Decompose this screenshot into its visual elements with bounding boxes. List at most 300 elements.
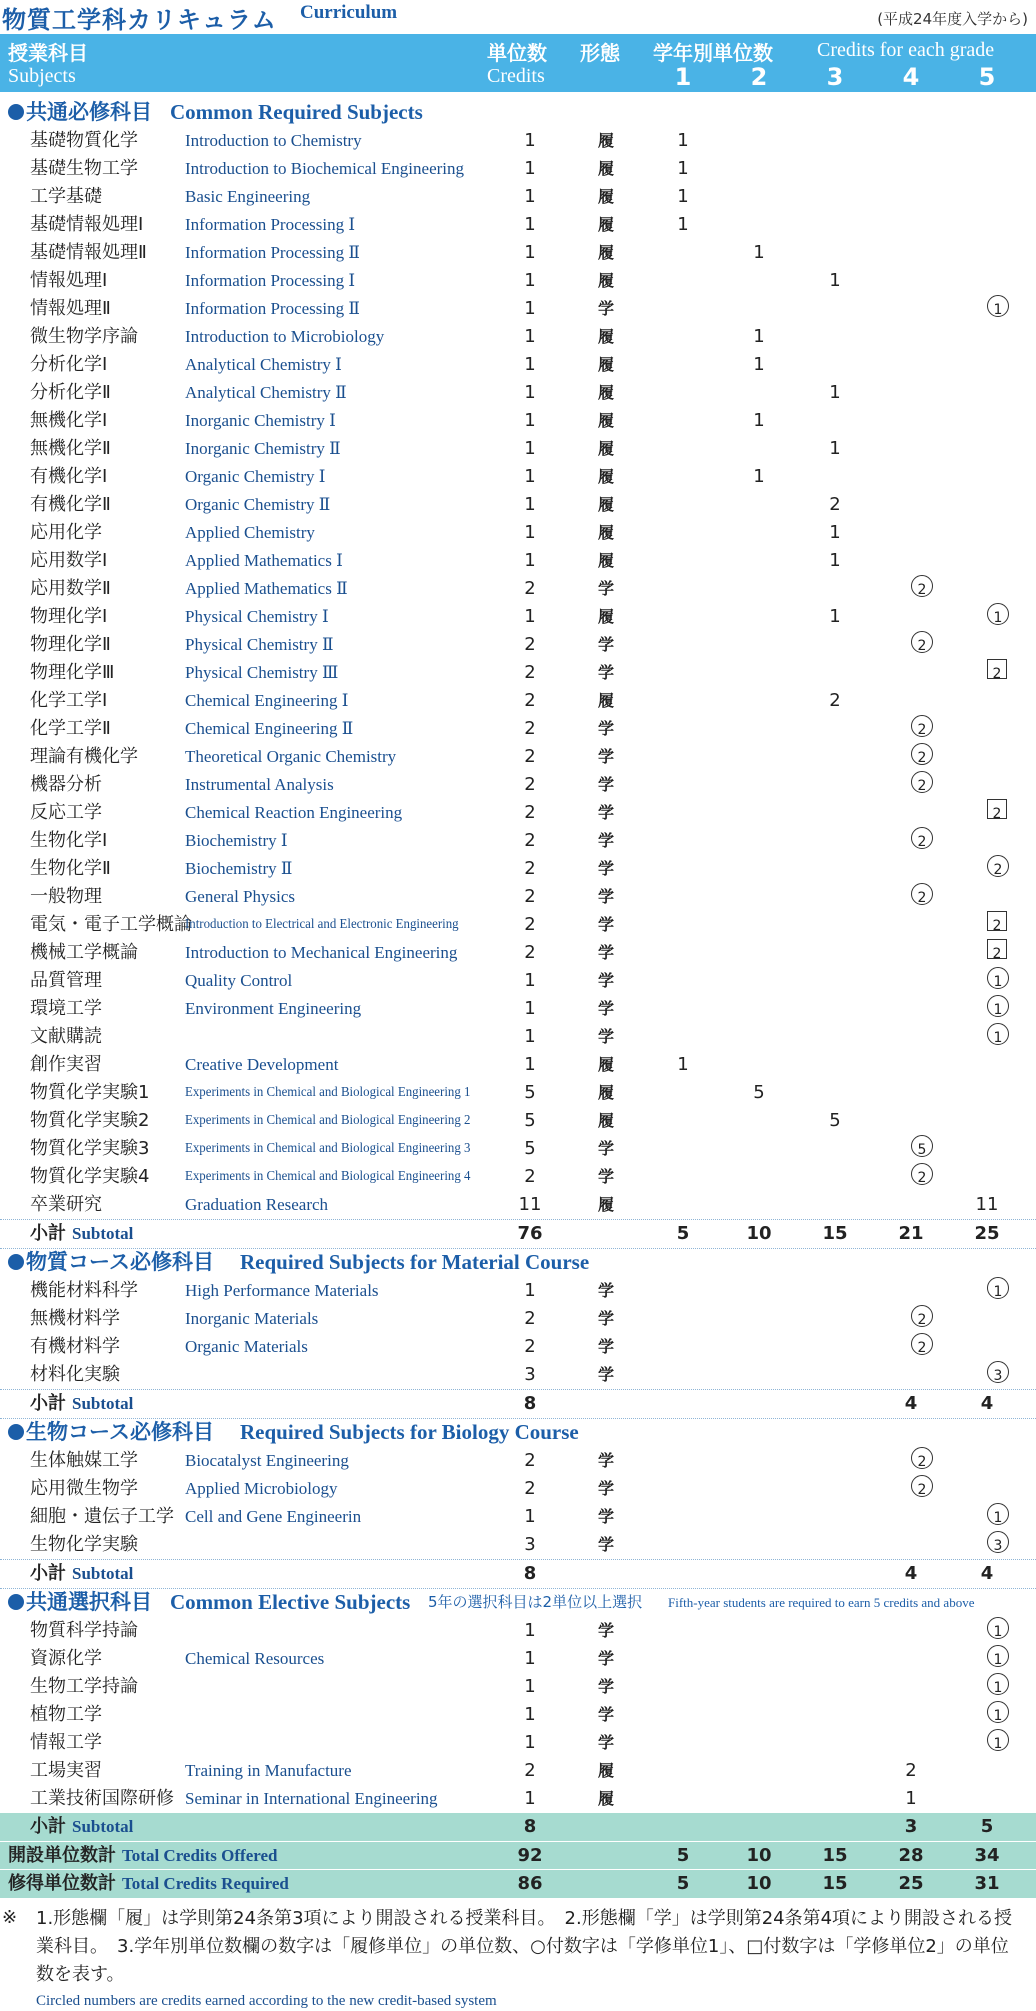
subtotal-label-jp: 小計 — [30, 1563, 66, 1584]
subject-name-jp: 基礎情報処理Ⅱ — [30, 242, 147, 263]
circled-credit: 2 — [911, 1447, 933, 1469]
table-row — [0, 1191, 1036, 1219]
table-row — [0, 183, 1036, 211]
subject-name-en: High Performance Materials — [185, 1281, 379, 1300]
subject-name-en: Theoretical Organic Chemistry — [185, 747, 397, 766]
subject-name-en: Applied Chemistry — [185, 523, 315, 542]
grade-3-cell: 5 — [829, 1110, 841, 1131]
course-type: 学 — [597, 1167, 614, 1186]
circled-credit: 5 — [911, 1135, 933, 1157]
boxed-credit: 2 — [987, 659, 1007, 679]
subject-name-en: Inorganic Chemistry Ⅱ — [185, 439, 341, 458]
header-subjects-jp: 授業科目 — [8, 41, 88, 65]
header-credits-en: Credits — [487, 65, 545, 87]
circled-credit: 2 — [911, 743, 933, 765]
table-row — [0, 911, 1036, 939]
circled-credit: 1 — [987, 603, 1009, 625]
subtotal-label-jp: 小計 — [30, 1816, 66, 1837]
circled-credit: 1 — [987, 995, 1009, 1017]
grade-1-cell: 1 — [677, 130, 689, 151]
credit-count: 1 — [524, 522, 536, 543]
table-row — [0, 743, 1036, 771]
boxed-credit: 2 — [987, 799, 1007, 819]
subject-name-jp: 無機材料学 — [30, 1308, 120, 1329]
grade-2-cell: 1 — [753, 466, 765, 487]
table-row — [0, 407, 1036, 435]
total-grade-1: 5 — [676, 1845, 690, 1866]
course-type: 学 — [597, 887, 614, 906]
grade-2-cell: 1 — [753, 326, 765, 347]
course-type: 学 — [597, 1535, 614, 1554]
subject-name-en: Training in Manufacture — [185, 1761, 352, 1780]
subject-name-jp: 分析化学Ⅱ — [30, 382, 111, 403]
credit-count: 1 — [524, 1676, 536, 1697]
subject-name-en: Environment Engineering — [185, 999, 362, 1018]
course-type: 履 — [597, 1055, 614, 1074]
bullet-icon — [8, 1424, 24, 1440]
total-grade-2: 10 — [746, 1873, 772, 1894]
table-row — [0, 771, 1036, 799]
credit-count: 1 — [524, 1732, 536, 1753]
header-grade-5: 5 — [978, 63, 996, 91]
subject-name-jp: 応用数学Ⅱ — [30, 578, 111, 599]
table-row — [0, 1757, 1036, 1785]
subject-name-en: Applied Mathematics Ⅱ — [185, 579, 348, 598]
header-grade-1: 1 — [674, 63, 692, 91]
subtotal-row — [0, 1813, 1036, 1841]
subject-name-en: Information Processing Ⅰ — [185, 271, 356, 290]
section-header — [0, 1247, 1036, 1277]
subject-name-jp: 工場実習 — [30, 1760, 102, 1781]
course-type: 学 — [597, 999, 614, 1018]
course-type: 履 — [597, 159, 614, 178]
subtotal-row — [0, 1219, 1036, 1249]
subject-name-jp: 一般物理 — [30, 886, 102, 907]
header-grade-2: 2 — [750, 63, 768, 91]
grade-2-cell: 1 — [753, 354, 765, 375]
note-mark: ※ — [2, 1907, 18, 1928]
table-row — [0, 1135, 1036, 1163]
subject-name-en: Introduction to Electrical and Electronic Engineering — [185, 917, 459, 932]
subject-name-en: Chemical Engineering Ⅱ — [185, 719, 354, 738]
course-type: 履 — [597, 355, 614, 374]
subject-name-jp: 品質管理 — [30, 970, 102, 991]
subject-name-jp: 有機材料学 — [30, 1336, 120, 1357]
credit-count: 2 — [524, 578, 536, 599]
table-row — [0, 127, 1036, 155]
subtotal-label — [30, 1560, 133, 1588]
subject-name-jp: 化学工学Ⅰ — [30, 690, 108, 711]
subject-name-en: Introduction to Mechanical Engineering — [185, 943, 458, 962]
table-row — [0, 1503, 1036, 1531]
subject-name-en: Introduction to Chemistry — [185, 131, 362, 150]
course-type: 履 — [597, 1195, 614, 1214]
section-header — [0, 97, 1036, 127]
course-type: 履 — [597, 439, 614, 458]
subject-name-en: Chemical Engineering Ⅰ — [185, 691, 349, 710]
credit-count: 2 — [524, 942, 536, 963]
subject-name-jp: 応用化学 — [30, 522, 102, 543]
subject-name-en: Instrumental Analysis — [185, 775, 334, 794]
table-row — [0, 659, 1036, 687]
subject-name-en: Inorganic Materials — [185, 1309, 319, 1328]
credit-count: 2 — [524, 1450, 536, 1471]
credit-count: 5 — [524, 1110, 536, 1131]
subtotal-grade-5: 25 — [974, 1223, 1000, 1244]
course-type: 学 — [597, 1027, 614, 1046]
subtotal-label-en: Subtotal — [72, 1564, 134, 1583]
course-type: 学 — [597, 803, 614, 822]
subject-name-jp: 物質科学持論 — [30, 1620, 138, 1641]
subject-name-jp: 工業技術国際研修 — [30, 1788, 174, 1809]
table-row — [0, 603, 1036, 631]
subject-name-en: Seminar in International Engineering — [185, 1789, 438, 1808]
credit-count: 2 — [524, 1308, 536, 1329]
subtotal-label-jp: 小計 — [30, 1223, 66, 1244]
table-row — [0, 827, 1036, 855]
subtotal-grade-5: 4 — [980, 1563, 994, 1584]
table-row — [0, 1277, 1036, 1305]
subtotal-grade-4: 21 — [898, 1223, 924, 1244]
circled-credit: 1 — [987, 967, 1009, 989]
subtotal-label — [30, 1220, 133, 1248]
table-row — [0, 715, 1036, 743]
credit-count: 1 — [524, 550, 536, 571]
subtotal-grade-2: 10 — [746, 1223, 772, 1244]
section-title-jp: 共通必修科目 — [26, 100, 152, 124]
circled-credit: 2 — [911, 1163, 933, 1185]
credit-count: 2 — [524, 886, 536, 907]
course-type: 履 — [597, 523, 614, 542]
subject-name-en: Inorganic Chemistry Ⅰ — [185, 411, 336, 430]
credit-count: 2 — [524, 914, 536, 935]
subject-name-jp: 物質化学実験2 — [30, 1110, 150, 1131]
section-header — [0, 1417, 1036, 1447]
subject-name-en: Creative Development — [185, 1055, 339, 1074]
subject-name-jp: 環境工学 — [30, 998, 102, 1019]
subtotal-label-jp: 小計 — [30, 1393, 66, 1414]
subject-name-jp: 細胞・遺伝子工学 — [30, 1506, 174, 1527]
subject-name-jp: 化学工学Ⅱ — [30, 718, 111, 739]
section-title-en: Common Required Subjects — [170, 100, 423, 124]
course-type: 学 — [597, 859, 614, 878]
subject-name-en: Organic Materials — [185, 1337, 308, 1356]
subject-name-jp: 分析化学Ⅰ — [30, 354, 108, 375]
header-subjects-en: Subjects — [8, 65, 76, 87]
circled-credit: 2 — [911, 631, 933, 653]
total-grade-5: 34 — [974, 1845, 1000, 1866]
course-type: 学 — [597, 747, 614, 766]
subject-name-jp: 物質化学実験1 — [30, 1082, 150, 1103]
table-row — [0, 519, 1036, 547]
subtotal-label — [30, 1813, 133, 1841]
subtotal-row — [0, 1559, 1036, 1589]
course-type: 履 — [597, 327, 614, 346]
subject-name-en: Basic Engineering — [185, 187, 311, 206]
credit-count: 2 — [524, 858, 536, 879]
course-type: 学 — [597, 1733, 614, 1752]
grade-2-cell: 1 — [753, 242, 765, 263]
credit-count: 5 — [524, 1082, 536, 1103]
table-row — [0, 855, 1036, 883]
subject-name-en: Biocatalyst Engineering — [185, 1451, 349, 1470]
subject-name-jp: 卒業研究 — [30, 1194, 102, 1215]
credit-count: 2 — [524, 802, 536, 823]
circled-credit: 3 — [987, 1361, 1009, 1383]
subject-name-en: Applied Mathematics Ⅰ — [185, 551, 343, 570]
table-row — [0, 1079, 1036, 1107]
course-type: 履 — [597, 551, 614, 570]
header-grade-jp: 学年別単位数 — [653, 41, 773, 65]
subject-name-en: Graduation Research — [185, 1195, 329, 1214]
total-label — [8, 1870, 289, 1898]
course-type: 学 — [597, 1309, 614, 1328]
circled-credit: 2 — [911, 1333, 933, 1355]
table-header — [0, 34, 1036, 92]
header-type-jp: 形態 — [580, 41, 620, 65]
grade-1-cell: 1 — [677, 1054, 689, 1075]
table-row — [0, 1785, 1036, 1813]
credit-count: 2 — [524, 1336, 536, 1357]
subtotal-grade-5: 4 — [980, 1393, 994, 1414]
subject-name-en: Chemical Resources — [185, 1649, 325, 1668]
circled-credit: 2 — [911, 1475, 933, 1497]
circled-credit: 1 — [987, 1617, 1009, 1639]
subject-name-en: Experiments in Chemical and Biological Engineering 3 — [185, 1141, 471, 1156]
subject-name-jp: 材料化実験 — [30, 1364, 120, 1385]
circled-credit: 1 — [987, 1023, 1009, 1045]
subject-name-jp: 電気・電子工学概論 — [30, 914, 192, 935]
total-label-en: Total Credits Required — [122, 1874, 289, 1893]
course-type: 履 — [597, 495, 614, 514]
section-note-en: Fifth-year students are required to earn 5 credits and above — [668, 1595, 975, 1610]
credit-count: 1 — [524, 1280, 536, 1301]
course-type: 学 — [597, 1337, 614, 1356]
table-row — [0, 1447, 1036, 1475]
course-type: 学 — [597, 579, 614, 598]
course-type: 学 — [597, 831, 614, 850]
table-row — [0, 799, 1036, 827]
credit-count: 1 — [524, 1054, 536, 1075]
table-row — [0, 1701, 1036, 1729]
credit-count: 2 — [524, 830, 536, 851]
table-row — [0, 463, 1036, 491]
subtotal-label-en: Subtotal — [72, 1224, 134, 1243]
subtotal-row — [0, 1389, 1036, 1419]
credit-count: 1 — [524, 1506, 536, 1527]
total-label — [8, 1842, 278, 1870]
header-credits-jp: 単位数 — [487, 41, 547, 65]
course-type: 学 — [597, 1479, 614, 1498]
circled-credit: 1 — [987, 1673, 1009, 1695]
subject-name-en: Biochemistry Ⅱ — [185, 859, 293, 878]
page-title-en: Curriculum — [300, 2, 398, 23]
subtotal-credits: 8 — [523, 1563, 537, 1584]
subject-name-en: Information Processing Ⅱ — [185, 243, 360, 262]
subject-name-en: Physical Chemistry Ⅱ — [185, 635, 334, 654]
course-type: 学 — [597, 719, 614, 738]
table-row — [0, 1107, 1036, 1135]
table-row — [0, 1361, 1036, 1389]
table-row — [0, 323, 1036, 351]
subject-name-en: Applied Microbiology — [185, 1479, 338, 1498]
course-type: 学 — [597, 1281, 614, 1300]
table-row — [0, 239, 1036, 267]
section-note-jp: 5年の選択科目は2単位以上選択 — [428, 1593, 643, 1611]
subject-name-en: General Physics — [185, 887, 296, 906]
subject-name-en: Experiments in Chemical and Biological Engineering 4 — [185, 1169, 471, 1184]
grade-3-cell: 1 — [829, 606, 841, 627]
table-row — [0, 1729, 1036, 1757]
credit-count: 3 — [524, 1364, 536, 1385]
total-grade-4: 28 — [898, 1845, 924, 1866]
table-row — [0, 1617, 1036, 1645]
header-grade-en: Credits for each grade — [817, 39, 995, 61]
table-row — [0, 1023, 1036, 1051]
circled-credit: 1 — [987, 1645, 1009, 1667]
credit-count: 1 — [524, 1620, 536, 1641]
circled-credit: 1 — [987, 1701, 1009, 1723]
grade-1-cell: 1 — [677, 158, 689, 179]
course-type: 履 — [597, 383, 614, 402]
circled-credit: 2 — [911, 1305, 933, 1327]
circled-credit: 1 — [987, 1729, 1009, 1751]
credit-count: 1 — [524, 242, 536, 263]
table-row — [0, 1163, 1036, 1191]
subject-name-jp: 微生物学序論 — [30, 326, 138, 347]
subject-name-jp: 機械工学概論 — [30, 942, 138, 963]
credit-count: 1 — [524, 438, 536, 459]
subject-name-jp: 物理化学Ⅱ — [30, 634, 111, 655]
table-row — [0, 1645, 1036, 1673]
course-type: 学 — [597, 299, 614, 318]
subject-name-jp: 機器分析 — [30, 774, 102, 795]
bullet-icon — [8, 104, 24, 120]
table-row — [0, 267, 1036, 295]
credit-count: 2 — [524, 774, 536, 795]
credit-count: 1 — [524, 382, 536, 403]
subject-name-jp: 情報処理Ⅰ — [30, 270, 108, 291]
table-row — [0, 967, 1036, 995]
subject-name-jp: 創作実習 — [30, 1054, 102, 1075]
total-grade-2: 10 — [746, 1845, 772, 1866]
table-row — [0, 631, 1036, 659]
subject-name-jp: 反応工学 — [30, 802, 102, 823]
table-row — [0, 379, 1036, 407]
table-row — [0, 995, 1036, 1023]
subject-name-jp: 資源化学 — [30, 1648, 102, 1669]
title-bar — [0, 0, 1036, 34]
section-title-jp: 共通選択科目 — [26, 1590, 152, 1614]
total-credits: 86 — [517, 1873, 543, 1894]
header-grade-3: 3 — [826, 63, 844, 91]
course-type: 履 — [597, 187, 614, 206]
course-type: 学 — [597, 943, 614, 962]
subtotal-label-en: Subtotal — [72, 1817, 134, 1836]
subject-name-jp: 文献購読 — [30, 1026, 102, 1047]
grade-2-cell: 1 — [753, 410, 765, 431]
course-type: 学 — [597, 1139, 614, 1158]
credit-count: 1 — [524, 298, 536, 319]
subject-name-jp: 情報工学 — [30, 1732, 102, 1753]
circled-credit: 2 — [911, 575, 933, 597]
subject-name-en: Introduction to Biochemical Engineering — [185, 159, 465, 178]
credit-count: 2 — [524, 690, 536, 711]
total-credits: 92 — [517, 1845, 543, 1866]
bullet-icon — [8, 1594, 24, 1610]
course-type: 学 — [597, 1621, 614, 1640]
subtotal-credits: 8 — [523, 1393, 537, 1414]
subject-name-jp: 生物化学Ⅱ — [30, 858, 111, 879]
grade-1-cell: 1 — [677, 214, 689, 235]
subject-name-jp: 有機化学Ⅱ — [30, 494, 111, 515]
subject-name-jp: 生物化学Ⅰ — [30, 830, 108, 851]
credit-count: 1 — [524, 606, 536, 627]
grade-3-cell: 1 — [829, 438, 841, 459]
course-type: 履 — [597, 607, 614, 626]
subject-name-jp: 物質化学実験4 — [30, 1166, 150, 1187]
credit-count: 1 — [524, 998, 536, 1019]
credit-count: 2 — [524, 662, 536, 683]
subject-name-en: Quality Control — [185, 971, 293, 990]
total-grade-3: 15 — [822, 1845, 848, 1866]
table-row — [0, 1051, 1036, 1079]
subject-name-jp: 基礎物質化学 — [30, 130, 138, 151]
grade-5-cell: 11 — [975, 1194, 999, 1215]
subject-name-en: Information Processing Ⅱ — [185, 299, 360, 318]
subtotal-grade-4: 4 — [904, 1563, 918, 1584]
boxed-credit: 2 — [987, 911, 1007, 931]
subtotal-label-en: Subtotal — [72, 1394, 134, 1413]
circled-credit: 3 — [987, 1531, 1009, 1553]
total-grade-3: 15 — [822, 1873, 848, 1894]
subject-name-jp: 生体触媒工学 — [30, 1450, 138, 1471]
table-row — [0, 1531, 1036, 1559]
subject-name-jp: 無機化学Ⅰ — [30, 410, 108, 431]
subject-name-jp: 物理化学Ⅰ — [30, 606, 108, 627]
subject-name-en: Organic Chemistry Ⅱ — [185, 495, 331, 514]
credit-count: 1 — [524, 270, 536, 291]
header-grade-4: 4 — [902, 63, 920, 91]
subject-name-jp: 植物工学 — [30, 1704, 102, 1725]
course-type: 履 — [597, 467, 614, 486]
subject-name-en: Physical Chemistry Ⅰ — [185, 607, 329, 626]
section-title-en: Required Subjects for Material Course — [240, 1250, 590, 1274]
total-row — [0, 1869, 1036, 1898]
credit-count: 1 — [524, 410, 536, 431]
table-row — [0, 155, 1036, 183]
credit-count: 1 — [524, 494, 536, 515]
credit-count: 2 — [524, 634, 536, 655]
section-title-jp: 物質コース必修科目 — [26, 1250, 214, 1274]
section-header — [0, 1587, 1036, 1617]
subject-name-jp: 物質化学実験3 — [30, 1138, 150, 1159]
total-grade-5: 31 — [974, 1873, 1000, 1894]
subject-name-en: Analytical Chemistry Ⅰ — [185, 355, 342, 374]
subtotal-credits: 76 — [517, 1223, 543, 1244]
total-label-jp: 開設単位数計 — [8, 1845, 116, 1866]
table-row — [0, 687, 1036, 715]
credit-count: 1 — [524, 1704, 536, 1725]
subtotal-grade-4: 3 — [904, 1816, 918, 1837]
bullet-icon — [8, 1254, 24, 1270]
credit-count: 2 — [524, 1760, 536, 1781]
course-type: 履 — [597, 1789, 614, 1808]
course-type: 学 — [597, 635, 614, 654]
grade-3-cell: 1 — [829, 522, 841, 543]
table-row — [0, 435, 1036, 463]
total-row — [0, 1841, 1036, 1870]
